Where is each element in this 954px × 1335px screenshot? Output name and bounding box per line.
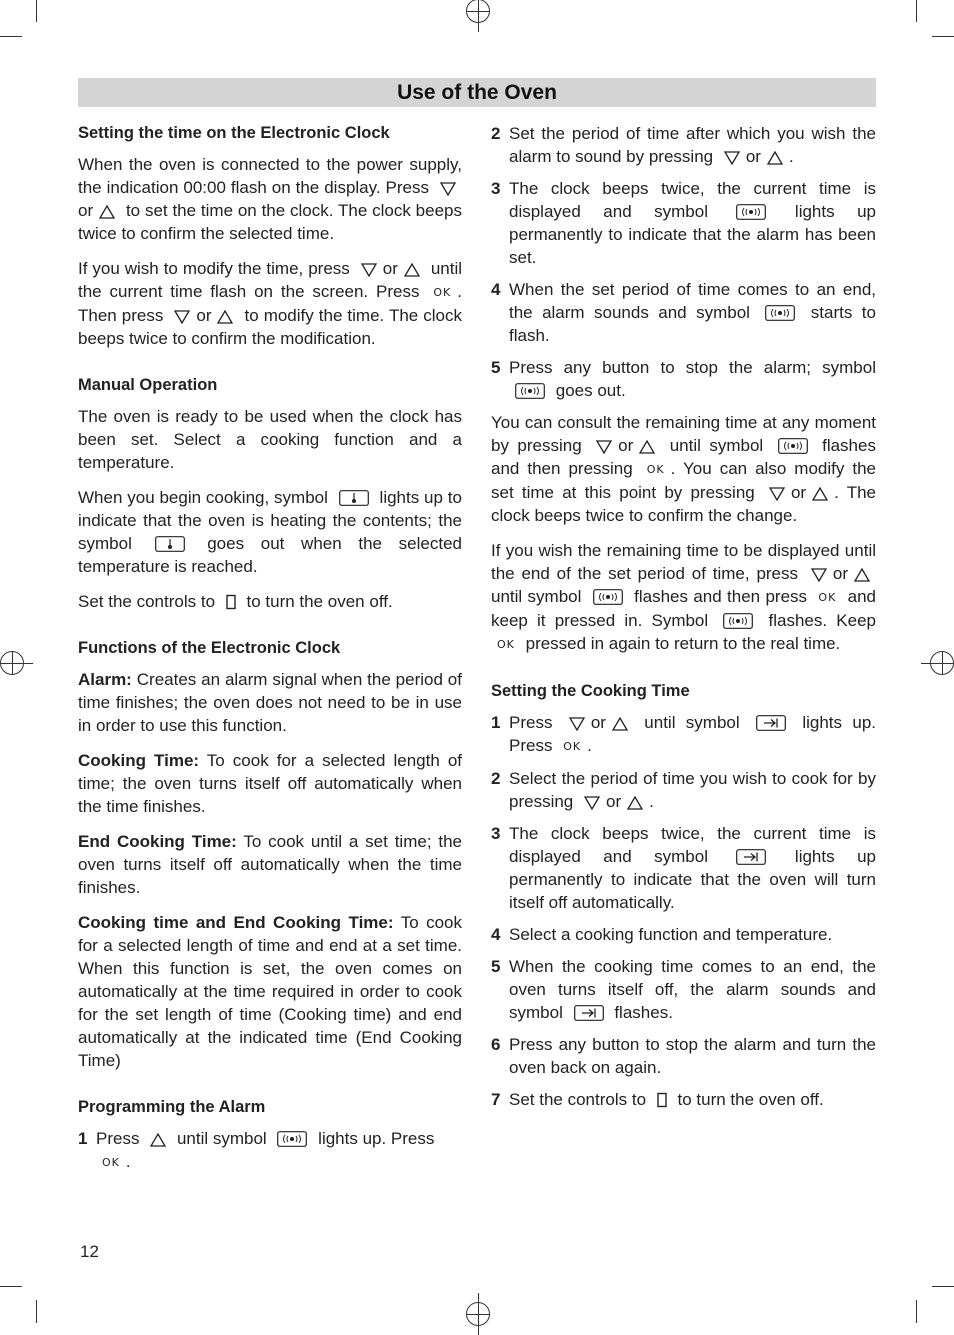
- registration-mark: [930, 651, 954, 675]
- up-triangle-icon: [854, 568, 870, 582]
- list-item: 7 Set the controls to to turn the oven off.: [491, 1090, 824, 1109]
- crop-mark: [932, 1286, 954, 1287]
- step-number: 5: [491, 358, 501, 377]
- up-triangle-icon: [612, 717, 628, 731]
- ok-key-icon: OK: [497, 638, 515, 651]
- section-heading: Programming the Alarm: [78, 1098, 266, 1116]
- paragraph: You can consult the remaining time at any moment by pressing or until symbol flashes and then pressing OK . You can also modify the set time at this point by pressing or . The clock beeps twice to confirm the change.: [491, 413, 876, 525]
- list-item: 5 When the cooking time comes to an end, the oven turns itself off, the alarm sounds and symbol flashes.: [491, 957, 876, 1022]
- paragraph: If you wish the remaining time to be displayed until the end of the set period of time, press or until symbol flashes and then press OK and keep it pressed in. Symbol flashes. Keep OK pressed in again to return to the real time.: [491, 539, 876, 656]
- thermometer-icon: [339, 490, 369, 506]
- paragraph: If you wish to modify the time, press or until the current time flash on the screen. Press OK . Then press or to modify the time. The clock beeps twice to confirm the modification.: [78, 259, 462, 348]
- list-item: 5 Press any button to stop the alarm; symbol goes out.: [491, 358, 876, 400]
- registration-mark: [466, 1302, 490, 1326]
- step-number: 4: [491, 280, 501, 299]
- ok-key-icon: OK: [433, 286, 452, 299]
- step-number: 1: [78, 1129, 88, 1148]
- page-number: 12: [80, 1242, 99, 1261]
- section-heading: Functions of the Electronic Clock: [78, 639, 341, 657]
- paragraph: When you begin cooking, symbol lights up to indicate that the oven is heating the contents; the symbol goes out when the selected temperature is reached.: [78, 488, 462, 576]
- up-triangle-icon: [627, 796, 643, 810]
- crop-mark: [916, 0, 917, 22]
- crop-mark: [0, 1286, 22, 1287]
- alarm-bell-icon: [765, 305, 795, 321]
- alarm-bell-icon: [723, 613, 753, 629]
- section-heading: Setting the time on the Electronic Clock: [78, 124, 390, 142]
- down-triangle-icon: [769, 487, 785, 501]
- crop-mark: [36, 1300, 37, 1323]
- ok-key-icon: OK: [563, 740, 582, 753]
- list-item: 4 Select a cooking function and temperature.: [491, 925, 833, 944]
- down-triangle-icon: [596, 440, 612, 454]
- section-heading: Setting the Cooking Time: [491, 682, 690, 700]
- alarm-bell-icon: [515, 383, 545, 399]
- alarm-bell-icon: [778, 438, 808, 454]
- section-heading: Manual Operation: [78, 376, 218, 394]
- paragraph: Set the controls to to turn the oven off.: [78, 592, 393, 611]
- down-triangle-icon: [584, 796, 600, 810]
- up-triangle-icon: [812, 487, 828, 501]
- paragraph: Cooking Time: To cook for a selected length of time; the oven turns itself off automatically when the time finishes.: [78, 751, 462, 816]
- page-title: Use of the Oven: [78, 78, 876, 107]
- down-triangle-icon: [811, 568, 827, 582]
- up-triangle-icon: [404, 263, 420, 277]
- list-item: 3 The clock beeps twice, the current time is displayed and symbol lights up permanently to indicate that the oven will turn itself off automatically.: [491, 824, 876, 912]
- registration-mark: [466, 0, 490, 23]
- crop-mark: [916, 1300, 917, 1323]
- off-icon: [657, 1092, 667, 1108]
- step-number: 2: [491, 769, 501, 788]
- up-triangle-icon: [150, 1133, 166, 1147]
- up-triangle-icon: [767, 151, 783, 165]
- list-item: 1 Press or until symbol lights up. Press OK .: [491, 711, 876, 758]
- alarm-bell-icon: [593, 589, 623, 605]
- up-triangle-icon: [217, 310, 233, 324]
- paragraph: The oven is ready to be used when the clock has been set. Select a cooking function and a temperature.: [78, 407, 462, 472]
- thermometer-icon: [155, 536, 185, 552]
- down-triangle-icon: [569, 717, 585, 731]
- down-triangle-icon: [174, 310, 190, 324]
- crop-mark: [36, 0, 37, 22]
- down-triangle-icon: [440, 182, 456, 196]
- list-item: 6 Press any button to stop the alarm and turn the oven back on again.: [491, 1035, 876, 1077]
- cooking-end-icon: [756, 715, 786, 731]
- right-column: [491, 122, 876, 1120]
- down-triangle-icon: [724, 151, 740, 165]
- step-number: 4: [491, 925, 501, 944]
- registration-mark: [0, 651, 24, 675]
- step-number: 5: [491, 957, 501, 976]
- list-item: 3 The clock beeps twice, the current time is displayed and symbol lights up permanently to indicate that the alarm has been set.: [491, 179, 876, 267]
- up-triangle-icon: [639, 440, 655, 454]
- list-item: 2 Set the period of time after which you wish the alarm to sound by pressing or .: [491, 124, 876, 166]
- list-item: 1 Press until symbol lights up. Press OK .: [78, 1127, 462, 1174]
- list-item: 4 When the set period of time comes to an end, the alarm sounds and symbol starts to flash.: [491, 280, 876, 345]
- step-number: 2: [491, 124, 501, 143]
- ok-key-icon: OK: [646, 463, 665, 476]
- paragraph: Alarm: Creates an alarm signal when the period of time finishes; the oven does not need to be in use in order to use this function.: [78, 670, 462, 735]
- ok-key-icon: OK: [818, 591, 837, 604]
- crop-mark: [0, 36, 22, 37]
- alarm-bell-icon: [277, 1131, 307, 1147]
- off-icon: [226, 594, 236, 610]
- cooking-end-icon: [736, 849, 766, 865]
- list-item: 2 Select the period of time you wish to cook for by pressing or .: [491, 769, 876, 811]
- paragraph: End Cooking Time: To cook until a set time; the oven turns itself off automatically when the time finishes.: [78, 832, 463, 897]
- paragraph: When the oven is connected to the power supply, the indication 00:00 flash on the display. Press or to set the time on the clock. The clock beeps twice to confirm the selected time.: [78, 155, 462, 243]
- up-triangle-icon: [99, 205, 115, 219]
- step-number: 1: [491, 713, 501, 732]
- step-number: 6: [491, 1035, 501, 1054]
- cooking-end-icon: [574, 1005, 604, 1021]
- paragraph: Cooking time and End Cooking Time: To cook for a selected length of time and end at a set time. When this function is set, the oven comes on automatically at the time required in order to cook for the set length of time (Cooking time) and end automatically at the indicated time (End Cooking Time): [78, 913, 462, 1070]
- step-number: 7: [491, 1090, 501, 1109]
- alarm-bell-icon: [736, 204, 766, 220]
- ok-key-icon: OK: [102, 1156, 120, 1169]
- crop-mark: [932, 36, 954, 37]
- left-column: [78, 122, 462, 1183]
- step-number: 3: [491, 179, 501, 198]
- down-triangle-icon: [361, 263, 377, 277]
- step-number: 3: [491, 824, 501, 843]
